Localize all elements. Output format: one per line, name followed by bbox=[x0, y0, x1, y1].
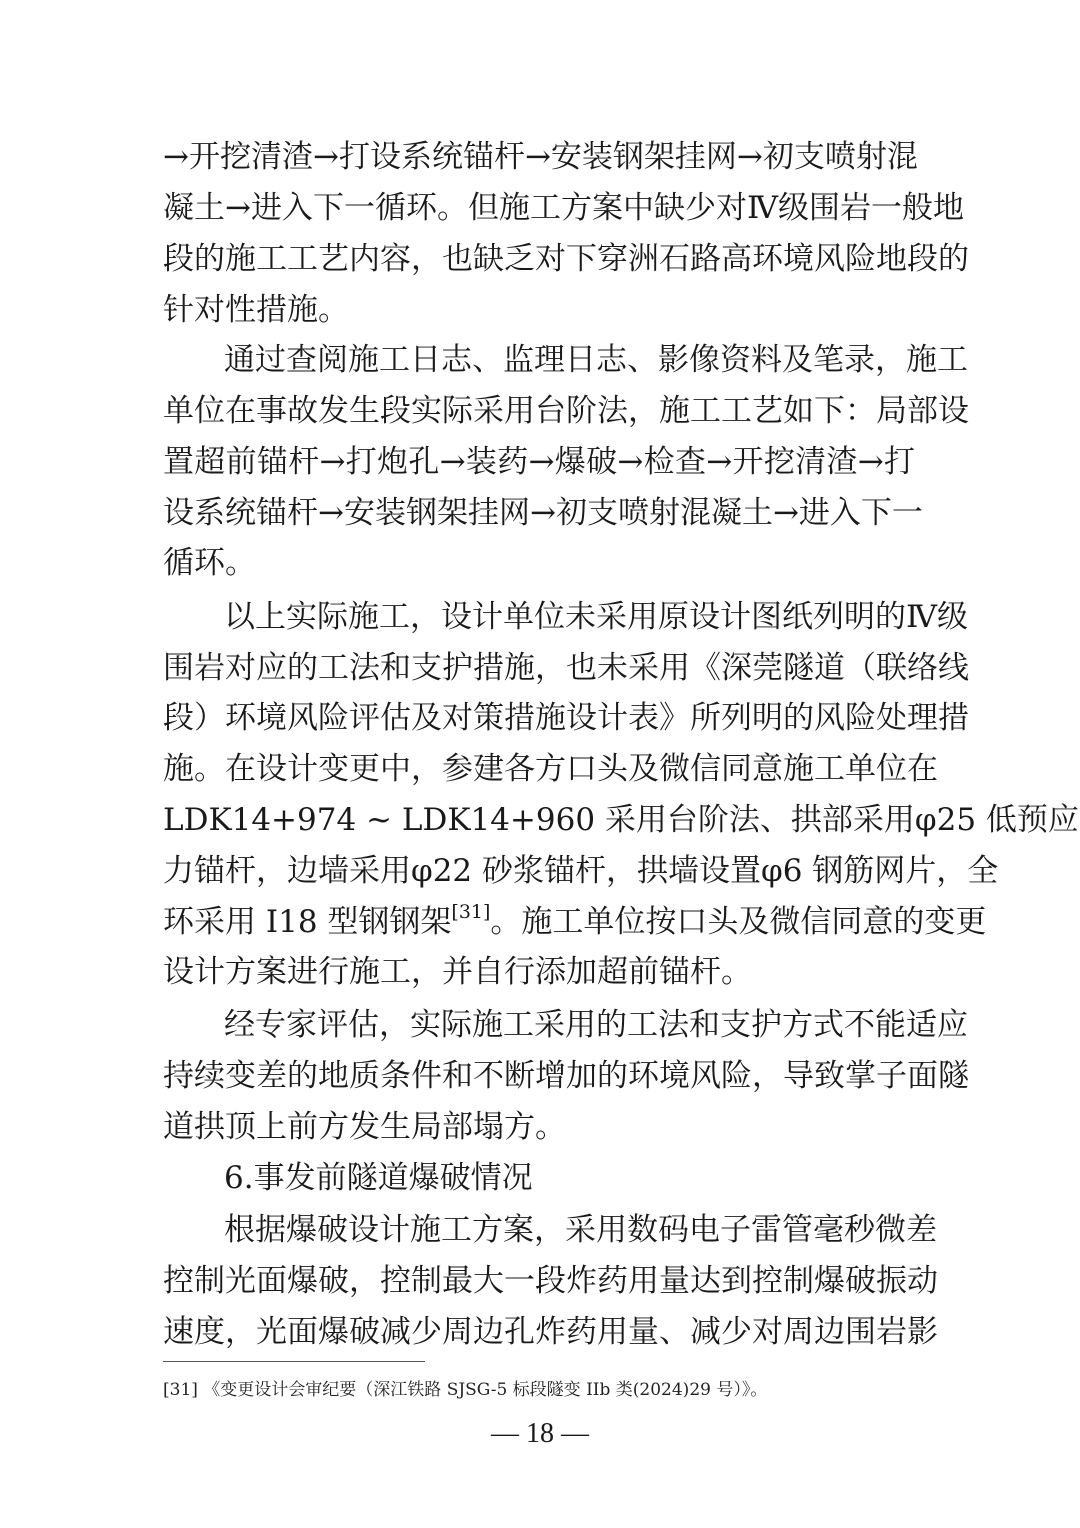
body-line: 围岩对应的工法和支护措施，也未采用《深莞隧道（联络线 bbox=[163, 650, 969, 686]
body-line: 设计方案进行施工，并自行添加超前锚杆。 bbox=[163, 954, 752, 990]
body-line: 根据爆破设计施工方案，采用数码电子雷管毫秒微差 bbox=[224, 1212, 937, 1248]
page-number: — 18 — bbox=[491, 1418, 589, 1449]
body-text: 环采用 I18 型钢钢架 bbox=[163, 904, 452, 940]
body-line: 控制光面爆破，控制最大一段炸药用量达到控制爆破振动 bbox=[163, 1263, 938, 1299]
body-line: 循环。 bbox=[163, 545, 256, 581]
body-line: 通过查阅施工日志、监理日志、影像资料及笔录，施工 bbox=[224, 342, 968, 378]
body-line: 力锚杆，边墙采用φ22 砂浆锚杆，拱墙设置φ6 钢筋网片，全 bbox=[163, 853, 999, 889]
body-line: 设系统锚杆→安装钢架挂网→初支喷射混凝土→进入下一 bbox=[163, 495, 923, 531]
section-heading: 6.事发前隧道爆破情况 bbox=[224, 1160, 533, 1196]
body-line-with-footnote bbox=[163, 901, 987, 942]
body-line: 段）环境风险评估及对策措施设计表》所列明的风险处理措 bbox=[163, 700, 969, 736]
body-line: 以上实际施工，设计单位未采用原设计图纸列明的Ⅳ级 bbox=[224, 599, 968, 635]
body-line: LDK14+974 ~ LDK14+960 采用台阶法、拱部采用φ25 低预应 bbox=[163, 802, 1079, 838]
footnote: [31] 《变更设计会审纪要（深江铁路 SJSG-5 标段隧变 IIb 类(2024)29 号）》。 bbox=[163, 1380, 768, 1400]
footnote-reference: [31] bbox=[451, 901, 491, 923]
body-line: 单位在事故发生段实际采用台阶法，施工工艺如下：局部设 bbox=[163, 393, 969, 429]
body-text: 。施工单位按口头及微信同意的变更 bbox=[490, 904, 987, 940]
body-line: 针对性措施。 bbox=[163, 292, 349, 328]
body-line: 施。在设计变更中，参建各方口头及微信同意施工单位在 bbox=[163, 751, 938, 787]
body-line: 置超前锚杆→打炮孔→装药→爆破→检查→开挖清渣→打 bbox=[163, 444, 915, 480]
body-line: 段的施工工艺内容，也缺乏对下穿洲石路高环境风险地段的 bbox=[163, 241, 969, 277]
footnote-divider bbox=[163, 1361, 425, 1362]
body-line: 速度，光面爆破减少周边孔炸药用量、减少对周边围岩影 bbox=[163, 1314, 938, 1350]
body-line: →开挖清渣→打设系统锚杆→安装钢架挂网→初支喷射混 bbox=[163, 139, 918, 175]
body-line: 凝土→进入下一循环。但施工方案中缺少对Ⅳ级围岩一般地 bbox=[163, 190, 964, 226]
body-line: 经专家评估，实际施工采用的工法和支护方式不能适应 bbox=[224, 1007, 968, 1043]
body-line: 持续变差的地质条件和不断增加的环境风险，导致掌子面隧 bbox=[163, 1058, 969, 1094]
body-line: 道拱顶上前方发生局部塌方。 bbox=[163, 1109, 566, 1145]
